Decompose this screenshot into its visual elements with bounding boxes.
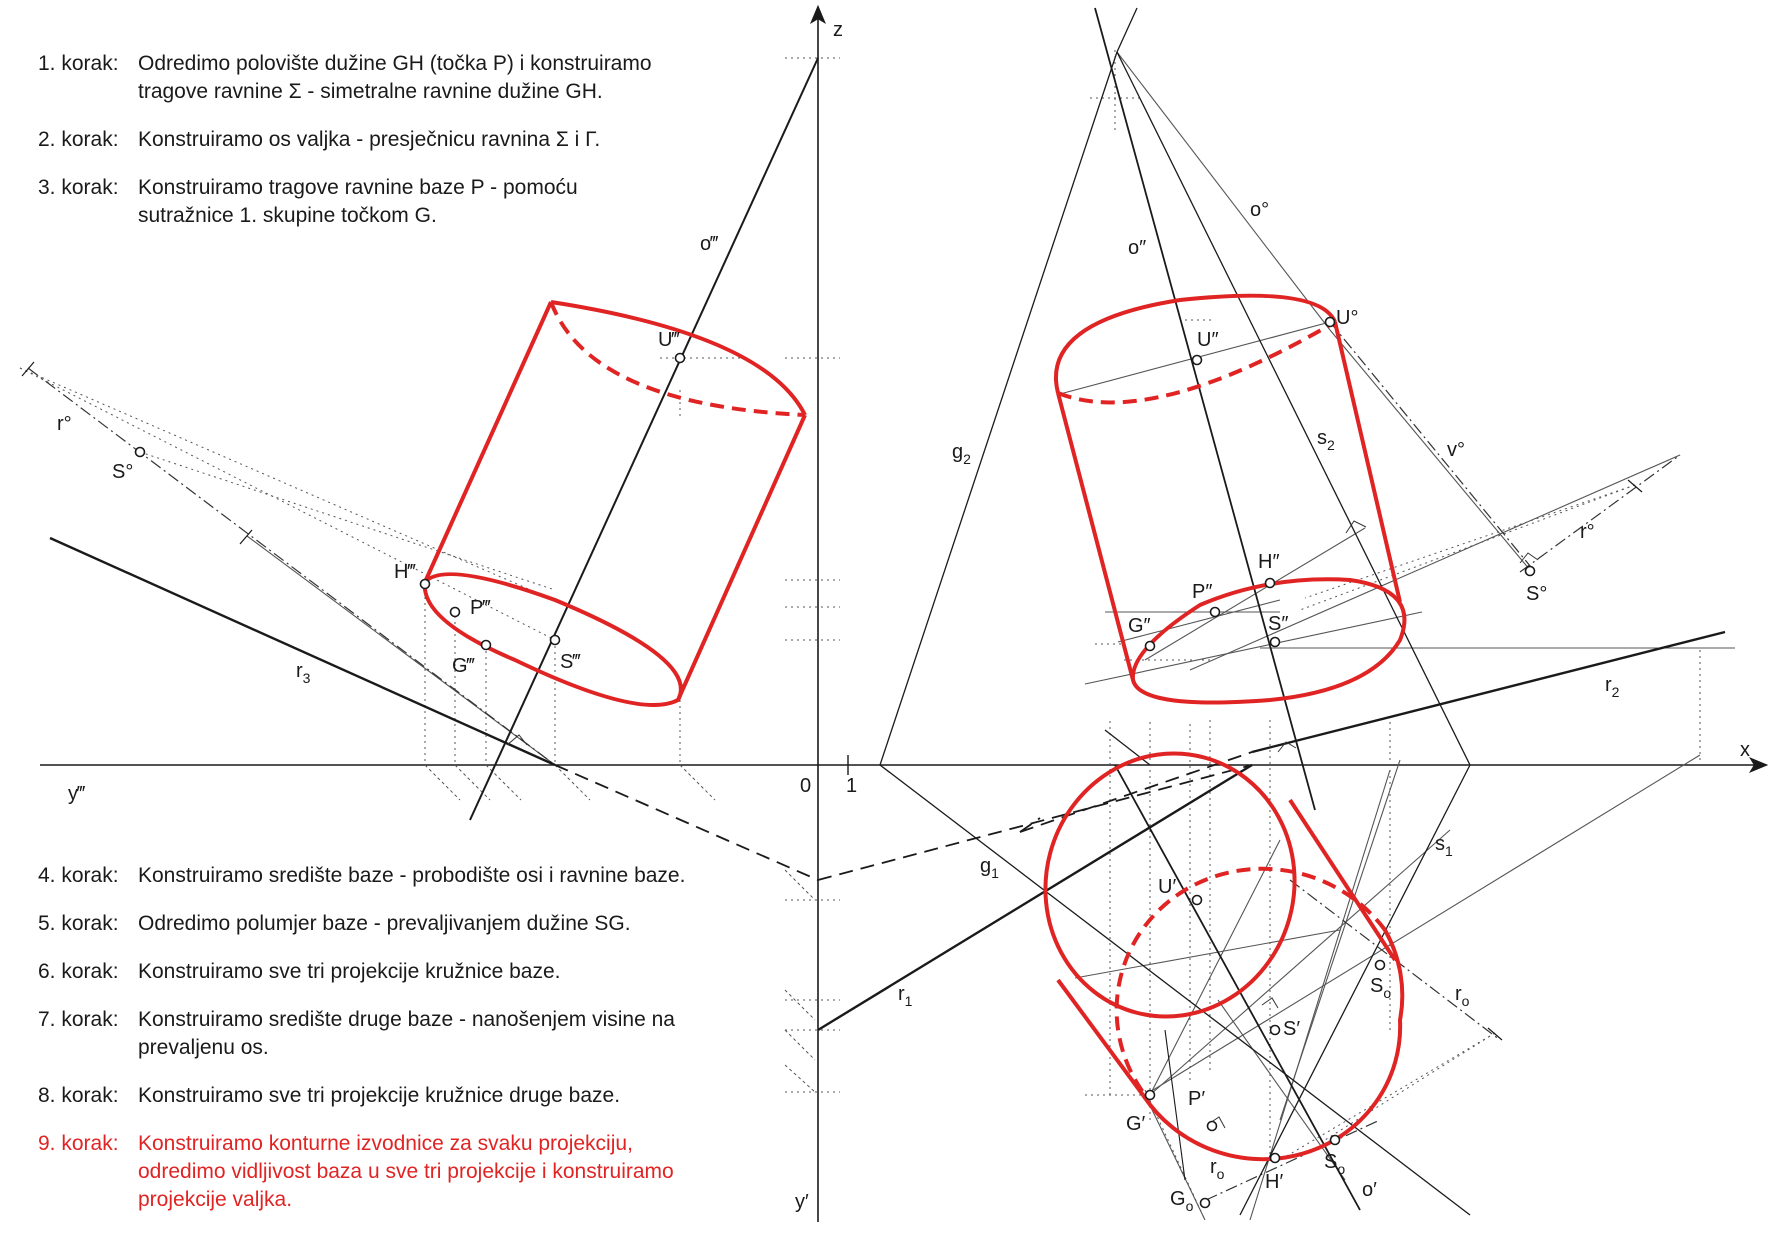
P2-label: P″: [1192, 581, 1213, 603]
o3-label: o‴: [700, 233, 719, 255]
point-P3: [451, 608, 460, 617]
S3-label: S‴: [560, 651, 581, 673]
So1-label: $S_o$: [1370, 975, 1392, 1001]
steps-list-bottom: [38, 862, 728, 1234]
o2-line: [1095, 8, 1315, 810]
step-text: Konstruiramo središte baze - probodište osi i ravnine baze.: [138, 864, 686, 887]
r0-left-label: r°: [57, 413, 72, 435]
point-U3: [676, 354, 685, 363]
dashed-lines: [555, 752, 1252, 880]
step-1: [38, 50, 728, 106]
r1-line: [818, 765, 1252, 1030]
g2-label: $g_2$: [952, 441, 971, 467]
r2-label: $r_2$: [1605, 674, 1620, 700]
point-S0-left: [136, 448, 145, 457]
step-2: [38, 126, 728, 154]
steps-list-top: [38, 50, 728, 250]
step-text: Konstruiramo konturne izvodnice za svaku projekciju, odredimo vidljivost baza u sve tri projekcije i konstruiramo projekcije valjka.: [138, 1132, 674, 1211]
s2-line: [1117, 52, 1470, 765]
axis-x-label: x: [1740, 739, 1750, 761]
So2-label: $S_o$: [1324, 1151, 1346, 1177]
step-6: [38, 958, 728, 986]
g1-label: $g_1$: [980, 855, 999, 881]
o2-label: o″: [1128, 237, 1147, 259]
G2-label: G″: [1128, 615, 1151, 637]
point-P1: [1208, 1122, 1217, 1131]
point-U1: [1193, 896, 1202, 905]
point-U2: [1193, 356, 1202, 365]
x-connection: [1105, 730, 1150, 765]
point-U0: [1326, 318, 1335, 327]
step-5: [38, 910, 728, 938]
axis-z-label: z: [833, 19, 843, 41]
r0-right-label: r°: [1580, 521, 1595, 543]
S1-label: S′: [1283, 1018, 1301, 1040]
Go-label: $G_o$: [1170, 1188, 1194, 1214]
step-label: 2. korak:: [38, 128, 119, 151]
step-label: 9. korak:: [38, 1132, 119, 1155]
step-label: 4. korak:: [38, 864, 119, 887]
H2-label: H″: [1258, 551, 1280, 573]
U3-label: U‴: [658, 329, 680, 351]
step-text: Odredimo polovište dužine GH (točka P) i konstruiramo tragove ravnine Σ - simetralne ravnine dužine GH.: [138, 52, 652, 103]
point-G1: [1146, 1091, 1155, 1100]
P3-label: P‴: [470, 597, 491, 619]
point-H1: [1271, 1154, 1280, 1163]
r1-label: $r_1$: [898, 983, 913, 1009]
step-text: Konstruiramo sve tri projekcije kružnice baze.: [138, 960, 561, 983]
H3-label: H‴: [394, 561, 416, 583]
r3-line: [50, 538, 555, 765]
step-label: 8. korak:: [38, 1084, 119, 1107]
step-text: Konstruiramo os valjka - presječnicu ravnina Σ i Γ.: [138, 128, 601, 151]
S0-right-label: S°: [1526, 583, 1548, 605]
step-text: Konstruiramo tragove ravnine baze Ρ - pomoću sutražnice 1. skupine točkom G.: [138, 176, 578, 227]
v0-label: v°: [1447, 439, 1465, 461]
s1-label: $s_1$: [1435, 833, 1453, 859]
point-H3: [421, 580, 430, 589]
point-S3: [551, 636, 560, 645]
H1-label: H′: [1265, 1171, 1284, 1193]
S2-label: S″: [1268, 613, 1289, 635]
G1-label: G′: [1126, 1113, 1146, 1135]
point-G3: [482, 641, 491, 650]
step-4: [38, 862, 728, 890]
o1-label: o′: [1362, 1179, 1377, 1201]
point-S2: [1271, 638, 1280, 647]
point-P2: [1211, 608, 1220, 617]
step-label: 7. korak:: [38, 1008, 119, 1031]
step-label: 1. korak:: [38, 52, 119, 75]
point-G2: [1146, 642, 1155, 651]
step-label: 5. korak:: [38, 912, 119, 935]
step-label: 6. korak:: [38, 960, 119, 983]
ro-bottom-label: $r_o$: [1210, 1156, 1225, 1182]
axis-y3-label: y‴: [68, 783, 86, 805]
origin-label: 0: [800, 775, 812, 797]
point-Go: [1201, 1199, 1210, 1208]
step-7: [38, 1006, 728, 1062]
step-text: Konstruiramo središte druge baze - nanošenjem visine na prevaljenu os.: [138, 1008, 675, 1059]
U1-label: U′: [1158, 876, 1177, 898]
G3-label: G‴: [452, 655, 475, 677]
point-H2: [1266, 579, 1275, 588]
U0-label: U°: [1336, 307, 1359, 329]
step-text: Konstruiramo sve tri projekcije kružnice druge baze.: [138, 1084, 621, 1107]
P1-label: P′: [1188, 1088, 1206, 1110]
point-S0-right: [1526, 567, 1535, 576]
r3-label: $r_3$: [296, 660, 311, 686]
unit-label: 1: [846, 775, 858, 797]
step-label: 3. korak:: [38, 176, 119, 199]
ro-lower-label: $r_o$: [1455, 983, 1470, 1009]
U2-label: U″: [1197, 329, 1219, 351]
step-text: Odredimo polumjer baze - prevaljivanjem dužine SG.: [138, 912, 631, 935]
step-8: [38, 1082, 728, 1110]
point-So1: [1376, 961, 1385, 970]
s2-label: $s_2$: [1317, 427, 1335, 453]
step-9: [38, 1130, 728, 1214]
point-S1: [1271, 1026, 1280, 1035]
step-3: [38, 174, 728, 230]
o0-label: o°: [1250, 199, 1270, 221]
g2-line: [880, 52, 1117, 765]
S0-left-label: S°: [112, 461, 134, 483]
o1-line: [1115, 765, 1360, 1210]
point-So2: [1331, 1136, 1340, 1145]
s2-extra: [1117, 8, 1137, 52]
axis-y1-label: y′: [795, 1191, 809, 1213]
